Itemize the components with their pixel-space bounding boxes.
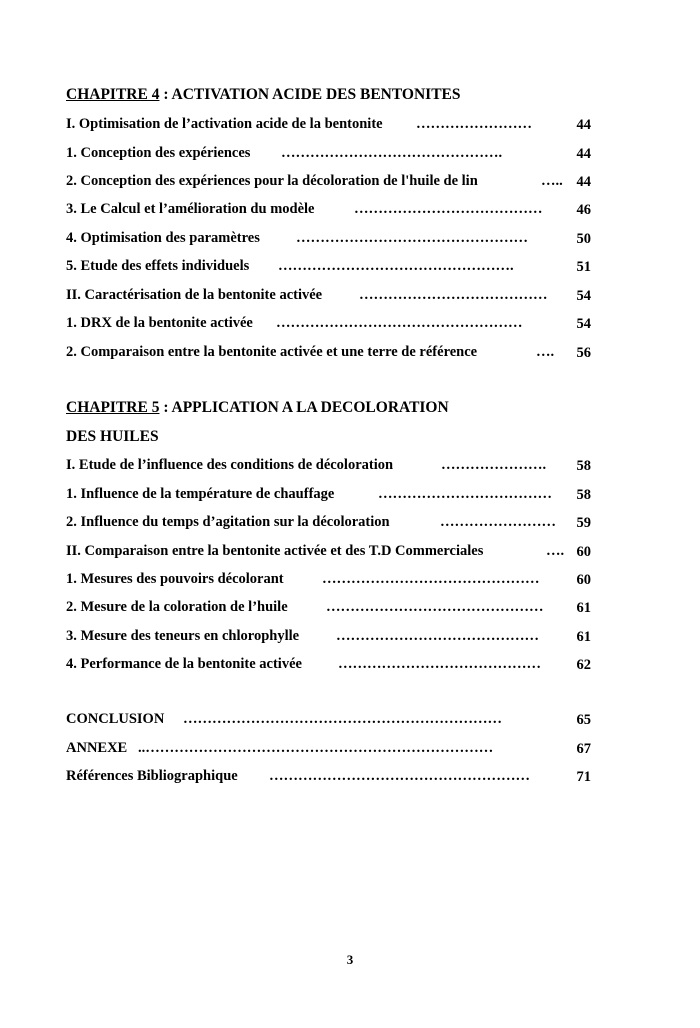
toc-entry — [66, 173, 591, 193]
toc-entry-page: 50 — [576, 231, 591, 247]
toc-entry-leader: ……………………………………………… — [269, 768, 530, 784]
toc-entry — [66, 486, 591, 506]
toc-entry-leader: …. — [536, 344, 555, 360]
toc-entry — [66, 258, 591, 278]
toc-entry — [66, 315, 591, 335]
toc-entry-title: I. Optimisation de l’activation acide de la bentonite — [66, 116, 383, 132]
toc-entry-title: 1. Mesures des pouvoirs décolorant — [66, 571, 284, 587]
toc-entry — [66, 116, 591, 136]
chapter-4-title: : ACTIVATION ACIDE DES BENTONITES — [159, 86, 461, 103]
chapter-5-heading — [66, 399, 449, 417]
toc-entry-page: 61 — [576, 629, 591, 645]
toc-entry — [66, 145, 591, 165]
toc-entry-page: 56 — [576, 345, 591, 361]
toc-entry — [66, 287, 591, 307]
toc-entry-page: 58 — [576, 487, 591, 503]
toc-entry — [66, 344, 591, 364]
toc-entry-title: 4. Optimisation des paramètres — [66, 230, 260, 246]
toc-entry-leader: ……………………………… — [378, 486, 552, 502]
toc-entry-leader: …………………………………… — [336, 628, 539, 644]
toc-entry-title: 1. DRX de la bentonite activée — [66, 315, 253, 331]
toc-entry-title: 2. Comparaison entre la bentonite activée et une terre de référence — [66, 344, 478, 360]
toc-entry-leader: …………………. — [441, 457, 547, 473]
toc-entry-leader: ….. — [541, 173, 563, 189]
toc-entry-title: Références Bibliographique — [66, 768, 238, 784]
toc-entry-page: 54 — [576, 316, 591, 332]
chapter-4-heading — [66, 86, 461, 104]
toc-entry — [66, 656, 591, 676]
toc-entry-leader: ………………………………… — [354, 201, 543, 217]
toc-entry-leader: ………………………………………………………… — [183, 711, 502, 727]
toc-entry-title: II. Comparaison entre la bentonite activée et des T.D Commerciales — [66, 543, 484, 559]
toc-entry-page: 71 — [576, 769, 591, 785]
toc-entry-leader: ……………………………………… — [326, 599, 544, 615]
toc-entry-references — [66, 768, 591, 788]
toc-entry — [66, 628, 591, 648]
toc-entry-leader: …. — [546, 543, 565, 559]
toc-entry-leader: …………………………………………… — [276, 315, 523, 331]
toc-entry-page: 60 — [576, 544, 591, 560]
toc-entry — [66, 457, 591, 477]
toc-entry-page: 67 — [576, 741, 591, 757]
toc-entry-leader: ………………………………………… — [296, 230, 528, 246]
toc-entry-leader: …………………… — [416, 116, 532, 132]
toc-entry-title: 2. Mesure de la coloration de l’huile — [66, 599, 288, 615]
toc-entry-title: 5. Etude des effets individuels — [66, 258, 250, 274]
toc-entry-page: 61 — [576, 600, 591, 616]
toc-entry-title: II. Caractérisation de la bentonite activée — [66, 287, 323, 303]
chapter-4-label: CHAPITRE 4 — [66, 86, 160, 103]
toc-entry-leader: …………………………………………. — [278, 258, 514, 274]
toc-entry-page: 44 — [576, 146, 591, 162]
toc-entry-leader: …………………………………… — [338, 656, 541, 672]
toc-entry-title: 1. Influence de la température de chauffage — [66, 486, 335, 502]
toc-entry — [66, 543, 591, 563]
toc-entry-leader: …………………… — [440, 514, 556, 530]
toc-entry-page: 62 — [576, 657, 591, 673]
chapter-5-title: : APPLICATION A LA DECOLORATION — [159, 399, 449, 416]
toc-entry — [66, 230, 591, 250]
toc-entry-title: I. Etude de l’influence des conditions de décoloration — [66, 457, 394, 473]
toc-entry-page: 44 — [576, 117, 591, 133]
chapter-5-label: CHAPITRE 5 — [66, 399, 160, 416]
toc-entry-page: 44 — [576, 174, 591, 190]
page-number: 3 — [346, 952, 354, 967]
toc-entry-conclusion — [66, 711, 591, 731]
toc-entry-leader: ..……………………………………………………………… — [138, 740, 494, 756]
toc-entry — [66, 514, 591, 534]
toc-entry — [66, 571, 591, 591]
toc-entry — [66, 599, 591, 619]
toc-entry-page: 65 — [576, 712, 591, 728]
toc-entry-title: ANNEXE — [66, 740, 128, 756]
toc-entry-leader: ……………………………………… — [322, 571, 540, 587]
toc-entry-page: 59 — [576, 515, 591, 531]
toc-entry-title: 3. Le Calcul et l’amélioration du modèle — [66, 201, 315, 217]
toc-entry-page: 58 — [576, 458, 591, 474]
chapter-5-heading-line2: DES HUILES — [66, 428, 159, 445]
toc-entry — [66, 201, 591, 221]
toc-entry-title: CONCLUSION — [66, 711, 165, 727]
toc-entry-title: 1. Conception des expériences — [66, 145, 251, 161]
toc-entry-title: 4. Performance de la bentonite activée — [66, 656, 302, 672]
toc-entry-page: 54 — [576, 288, 591, 304]
toc-entry-page: 51 — [576, 259, 591, 275]
toc-entry-title: 3. Mesure des teneurs en chlorophylle — [66, 628, 300, 644]
toc-entry-page: 60 — [576, 572, 591, 588]
toc-entry-leader: ………………………………… — [359, 287, 548, 303]
toc-entry-annexe — [66, 740, 591, 760]
toc-entry-page: 46 — [576, 202, 591, 218]
toc-entry-title: 2. Influence du temps d’agitation sur la décoloration — [66, 514, 390, 530]
toc-entry-title: 2. Conception des expériences pour la décoloration de l'huile de lin — [66, 173, 478, 189]
toc-entry-leader: ………………………………………. — [281, 145, 503, 161]
